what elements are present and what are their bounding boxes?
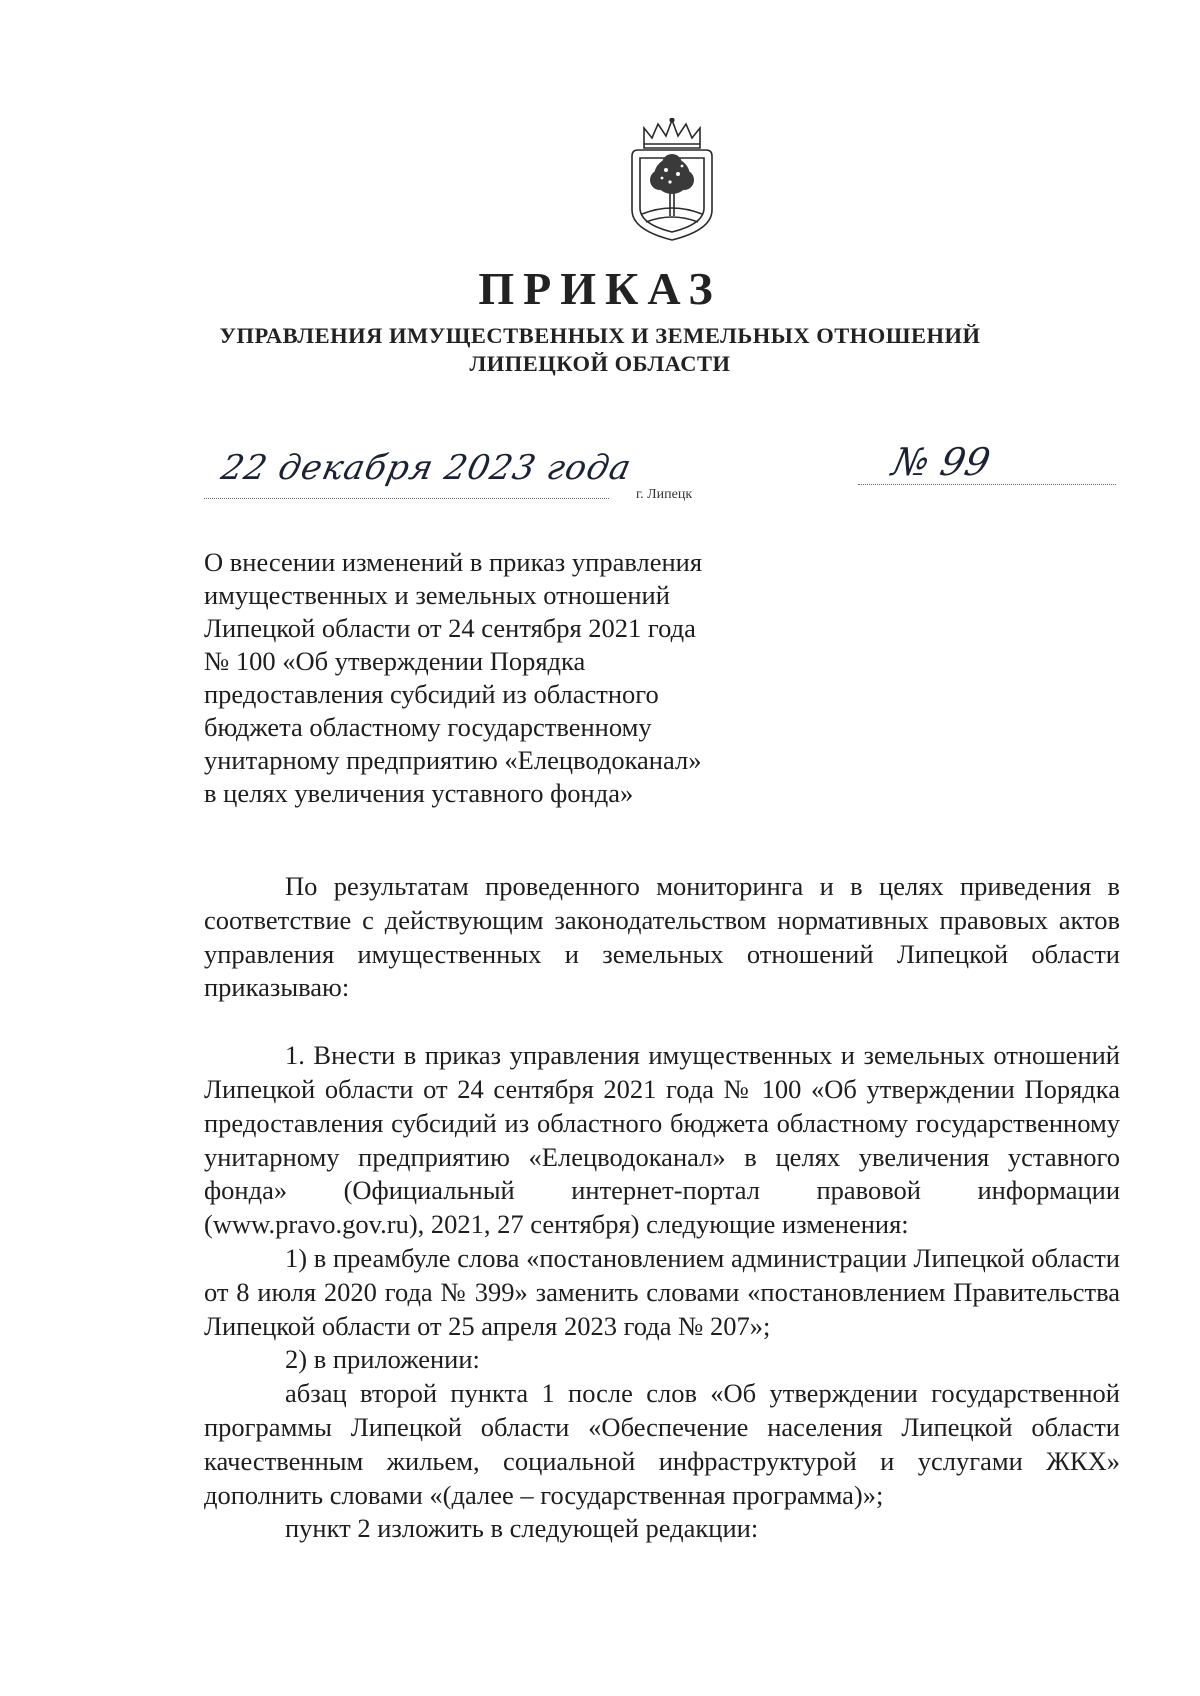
paragraph-b: пункт 2 изложить в следующей редакции: <box>285 1513 759 1544</box>
order-body <box>204 870 1120 1546</box>
issuing-authority-line-2: ЛИПЕЦКОЙ ОБЛАСТИ <box>469 351 731 376</box>
issuing-authority <box>0 322 1200 378</box>
item-1-2-paragraph: 2) в приложении: <box>285 1344 480 1375</box>
subject-line: предоставления субсидий из областного <box>204 679 659 709</box>
subject-line: № 100 «Об утверждении Порядка <box>204 646 586 676</box>
handwritten-number: № 99 <box>888 440 995 484</box>
issuing-authority-line-1: УПРАВЛЕНИЯ ИМУЩЕСТВЕННЫХ И ЗЕМЕЛЬНЫХ ОТНОШЕНИЙ <box>219 323 981 348</box>
paragraph-a: абзац второй пункта 1 после слов «Об утверждении государственной программы Липецкой области «Обеспечение населения Липецкой области качественным жильем, социальной инфраструктурой и услугами ЖКХ» дополнить словами «(далее – государственная программа)»; <box>204 1378 1120 1510</box>
order-subject <box>204 546 764 810</box>
subject-line: унитарному предприятию «Елецводоканал» <box>204 745 702 775</box>
subject-line: Липецкой области от 24 сентября 2021 года <box>204 613 696 643</box>
item-1-1-paragraph: 1) в преамбуле слова «постановлением администрации Липецкой области от 8 июля 2020 года № 399» заменить словами «постановлением Правительства Липецкой области от 25 апреля 2023 года № 207»; <box>204 1242 1120 1341</box>
subject-line: бюджета областному государственному <box>204 712 652 742</box>
date-underline <box>204 498 609 499</box>
city-label: г. Липецк <box>636 487 693 502</box>
item-1-paragraph: 1. Внести в приказ управления имущественных и земельных отношений Липецкой области от 24 сентября 2021 года № 100 «Об утверждении Порядка предоставления субсидий из областного бюджета областному государственному унитарному предприятию «Елецводоканал» в целях увеличения уставного фонда» (Официальный интернет-портал правовой информации (www.pravo.gov.ru), 2021, 27 сентября) следующие изменения: <box>204 1040 1120 1240</box>
number-underline <box>858 484 1116 485</box>
handwritten-date: 22 декабря 2023 года <box>217 448 636 488</box>
coat-of-arms-icon <box>624 118 720 244</box>
document-title: ПРИКАЗ <box>478 263 722 314</box>
subject-line: О внесении изменений в приказ управления <box>204 547 703 577</box>
subject-line: имущественных и земельных отношений <box>204 580 670 610</box>
intro-paragraph: По результатам проведенного мониторинга и в целях приведения в соответствие с действующим законодательством нормативных правовых актов управления имущественных и земельных отношений Липецкой области приказываю: <box>204 871 1120 1003</box>
subject-line: в целях увеличения уставного фонда» <box>204 778 634 808</box>
